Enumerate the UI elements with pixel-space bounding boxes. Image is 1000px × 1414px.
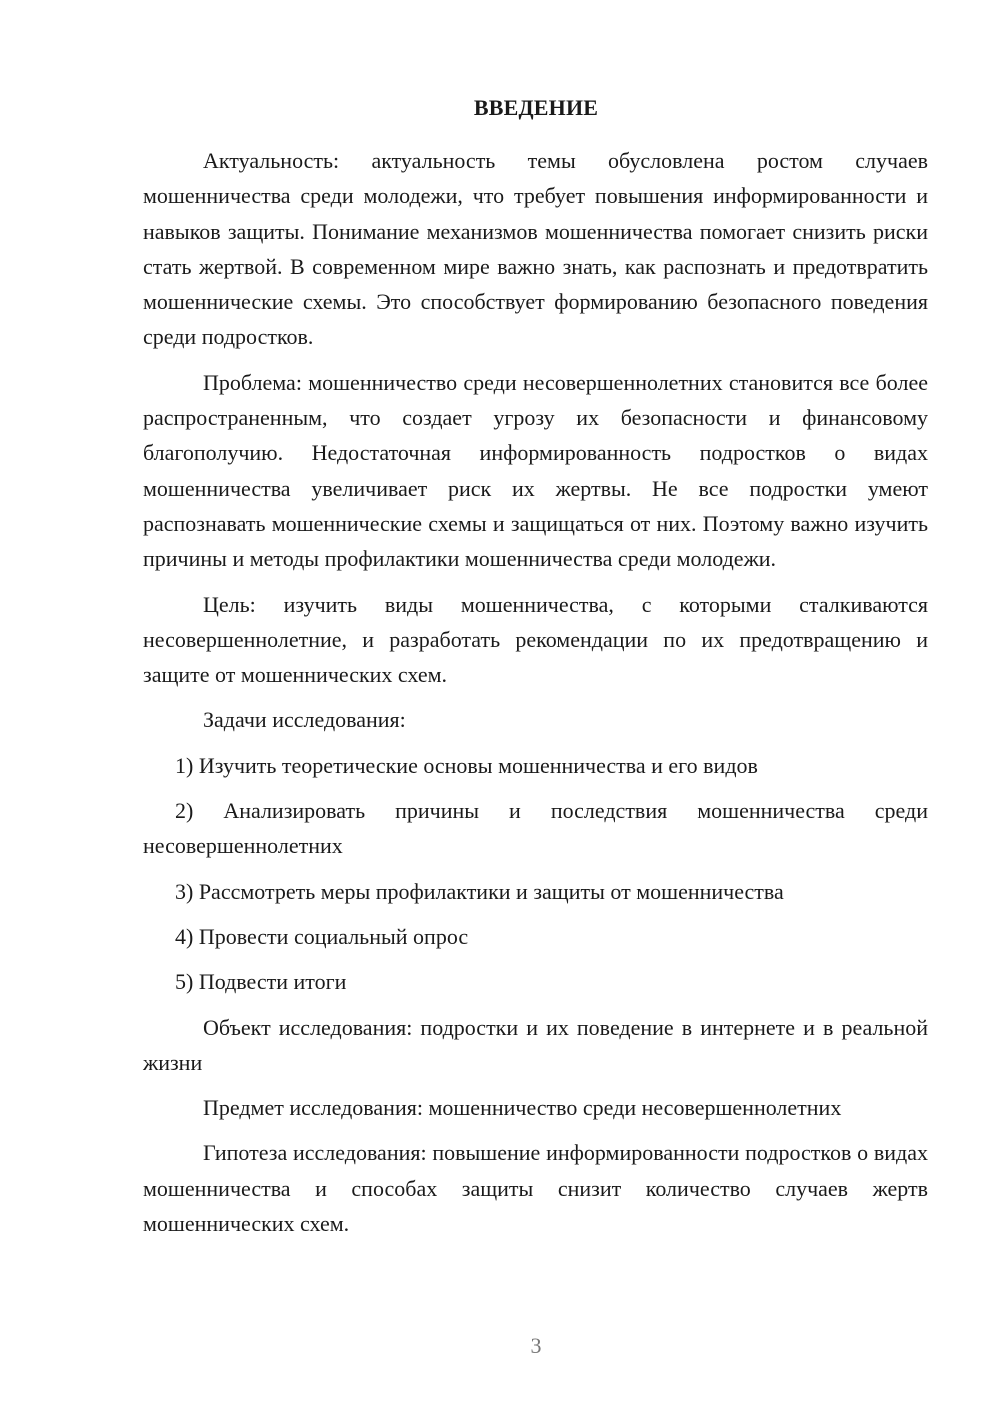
task-item-3: 3) Рассмотреть меры профилактики и защиты от мошенничества — [175, 878, 784, 904]
paragraph-relevance: Актуальность: актуальность темы обусловлена ростом случаев мошенничества среди молодежи, что требует повышения информированности и навыков защиты. Понимание механизмов мошенничества помогает снизить риски стать жертвой. В современном мире важно знать, как распознать и предотвратить мошеннические схемы. Это способствует формированию безопасного поведения среди подростков. — [143, 148, 928, 350]
paragraph-problem: Проблема: мошенничество среди несовершеннолетних становится все более распространенным, что создает угрозу их безопасности и финансовому благополучию. Недостаточная информированность подростков о видах мошенничества увеличивает риск их жертвы. Не все подростки умеют распознавать мошеннические схемы и защищаться от них. Поэтому важно изучить причины и методы профилактики мошенничества среди молодежи. — [143, 369, 928, 572]
task-item-4: 4) Провести социальный опрос — [175, 923, 469, 949]
page-number: 3 — [530, 1333, 542, 1358]
paragraph-hypothesis: Гипотеза исследования: повышение информированности подростков о видах мошенничества и способах защиты снизит количество случаев жертв мошеннических схем. — [143, 1140, 928, 1237]
paragraph-goal: Цель: изучить виды мошенничества, с которыми сталкиваются несовершеннолетние, и разработать рекомендации по их предотвращению и защите от мошеннических схем. — [143, 591, 928, 688]
paragraph-subject: Предмет исследования: мошенничество среди несовершеннолетних — [203, 1095, 842, 1121]
paragraph-object: Объект исследования: подростки и их поведение в интернете и в реальной жизни — [143, 1014, 928, 1075]
section-heading: ВВЕДЕНИЕ — [473, 95, 599, 120]
task-item-2: 2) Анализировать причины и последствия мошенничества среди несовершеннолетних — [143, 798, 928, 859]
tasks-heading: Задачи исследования: — [203, 707, 406, 733]
task-item-1: 1) Изучить теоретические основы мошенничества и его видов — [175, 752, 758, 778]
body-text — [143, 143, 928, 1251]
task-item-5: 5) Подвести итоги — [175, 969, 347, 995]
